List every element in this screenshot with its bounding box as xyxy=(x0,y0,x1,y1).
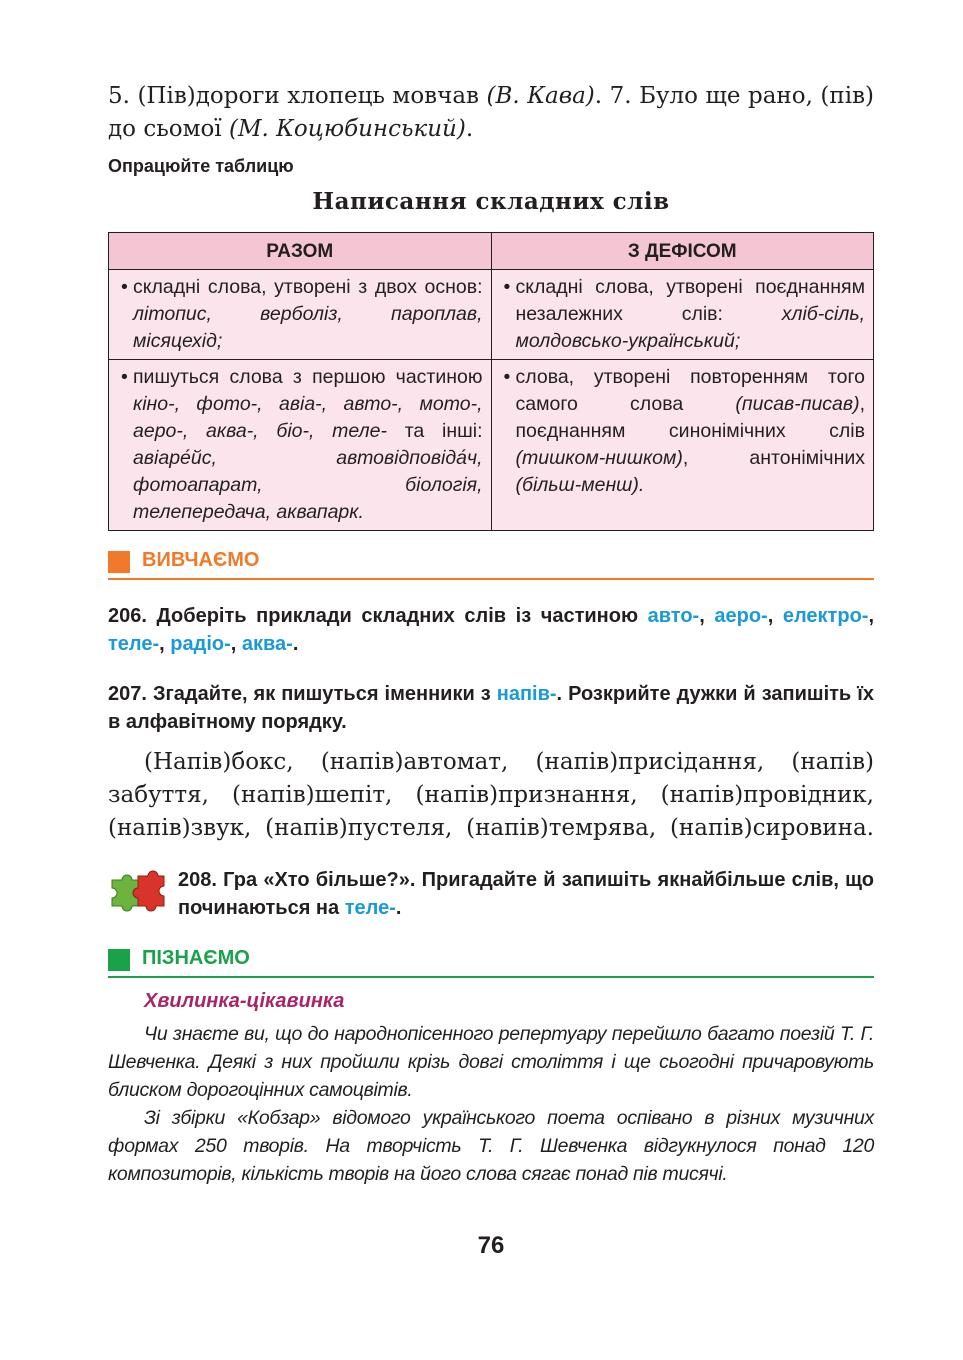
table-title: Написання складних слів xyxy=(312,188,670,215)
puzzle-icon xyxy=(108,870,168,914)
header-hyphen: З ДЕФІСОМ xyxy=(491,233,874,270)
task-label: Опрацюйте таблицю xyxy=(108,156,294,176)
bullet-icon: • xyxy=(121,276,128,298)
intro-author-2: (М. Коцюбинський) xyxy=(228,116,466,142)
table-cell: • пишуться слова з першою частиною кіно-, фото-, авіа-, авто-, мото-, аеро-, аква-, біо-, теле- та інші: авіаре́йс, автовідповіда́ч, фотоапарат, біологія, телепередача, аквапарк. xyxy=(109,360,492,531)
intro-paragraph xyxy=(108,80,874,146)
exercise-208: 208. Гра «Хто більше?». Пригадайте й запишіть якнайбільше слів, що починаються на теле-. xyxy=(178,869,874,919)
section-study-label: ВИВЧАЄМО xyxy=(142,549,260,571)
header-together: РАЗОМ xyxy=(109,233,492,270)
table-cell: • слова, утворені повторенням того самого слова (писав-писав), поєднанням синонімічних слів (тишком-нишком), антонімічних (більш-менш). xyxy=(491,360,874,531)
table-cell: • складні слова, утворені поєднанням незалежних слів: хліб-сіль, молдовсько-український; xyxy=(491,270,874,360)
page-number: 76 xyxy=(477,1232,505,1259)
section-learn-header xyxy=(108,946,874,978)
table-row xyxy=(109,360,874,531)
exercise-206: 206. Доберіть приклади складних слів із частиною авто-, аеро-, електро-, теле-, радіо-, аква-. xyxy=(108,605,875,655)
intro-text-2: . 7. Було ще рано, (пів) до сьомої xyxy=(108,83,874,142)
table-row xyxy=(109,270,874,360)
section-study-header xyxy=(108,548,874,580)
bullet-icon: • xyxy=(503,366,511,388)
exercise-207: 207. Згадайте, як пишуться іменники з напів-. Розкрийте дужки й запишіть їх в алфавітному порядку. xyxy=(108,683,874,733)
intro-text-1: 5. (Пів)дороги хлопець мовчав xyxy=(108,83,487,109)
fact-paragraph-1: Чи знаєте ви, що до народнопісенного репертуару перейшло багато поезій Т. Г. Шевченка. Деякі з них пройшли крізь довгі століття і ще сьогодні причаровують блиском дорогоцінних самоцвітів. xyxy=(108,1023,874,1101)
table-header-row xyxy=(109,233,874,270)
rules-table xyxy=(108,232,874,531)
orange-square-icon xyxy=(108,551,130,573)
fact-paragraph-2: Зі збірки «Кобзар» відомого українського поета оспівано в різних музичних формах 250 творів. На творчість Т. Г. Шевченка відгукнулося понад 120 композиторів, кількість творів на його слова сягає понад пів тисячі. xyxy=(108,1107,874,1185)
fact-title: Хвилинка-цікавинка xyxy=(144,990,345,1012)
bullet-icon: • xyxy=(121,366,128,388)
intro-text-3: . xyxy=(465,116,474,142)
intro-author-1: (В. Кава) xyxy=(486,83,595,109)
green-square-icon xyxy=(108,949,130,971)
section-learn-label: ПІЗНАЄМО xyxy=(142,947,250,969)
exercise-207-words: (Напів)бокс, (напів)автомат, (напів)присідання, (напів) забуття, (напів)шепіт, (напів)признання, (напів)провідник, (напів)звук, (напів)пустеля, (напів)темрява, (напів)сировина. xyxy=(108,749,874,841)
table-cell: • складні слова, утворені з двох основ: літопис, верболіз, пароплав, місяцехід; xyxy=(109,270,492,360)
bullet-icon: • xyxy=(503,276,511,298)
